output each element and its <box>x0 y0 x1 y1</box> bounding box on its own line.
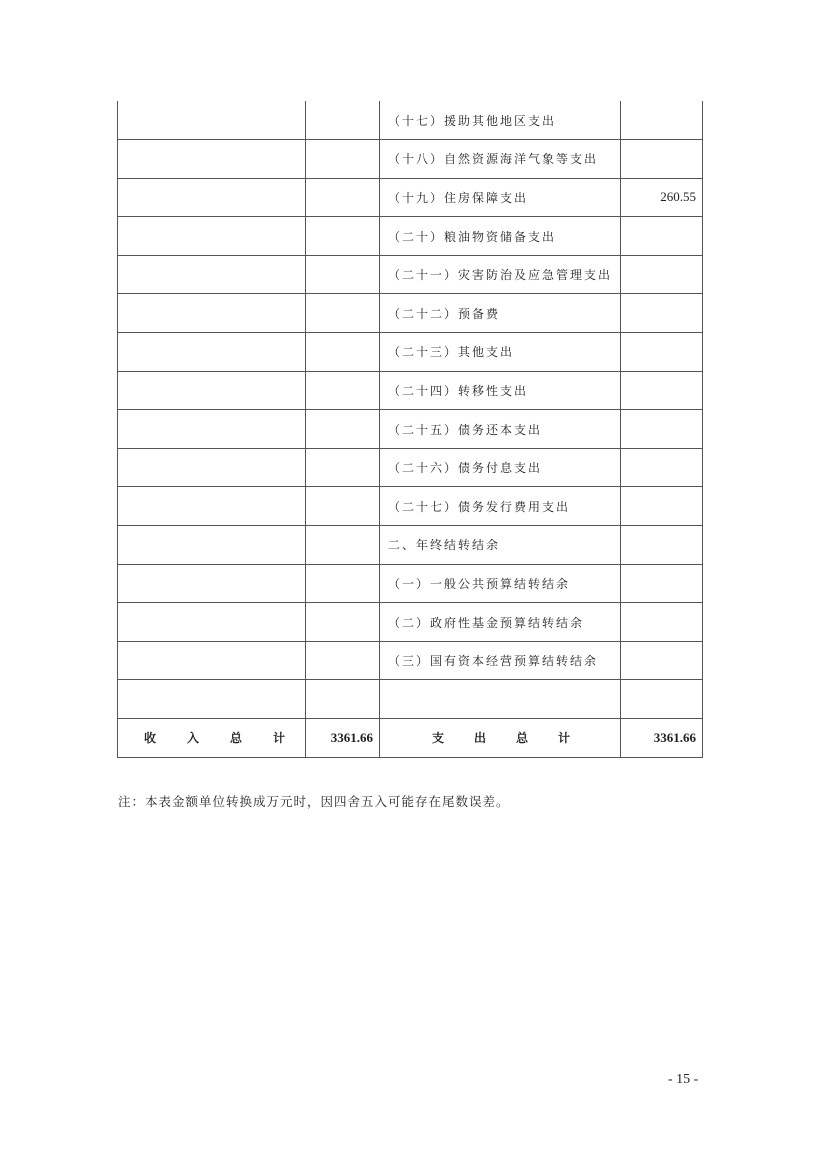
income-item-cell <box>118 333 306 372</box>
table-row <box>118 448 703 487</box>
expense-item-cell <box>380 217 621 256</box>
income-item-cell <box>118 140 306 179</box>
income-amount-cell <box>306 178 380 217</box>
expense-amount-cell <box>621 217 703 256</box>
income-item-cell <box>118 564 306 603</box>
expense-item-cell <box>380 140 621 179</box>
expense-item-cell <box>380 255 621 294</box>
expense-item-text: （一）一般公共预算结转结余 <box>388 576 571 591</box>
expense-item-text: （十八）自然资源海洋气象等支出 <box>388 152 599 167</box>
income-amount-cell <box>306 641 380 680</box>
expense-item-cell <box>380 294 621 333</box>
expense-amount-cell <box>621 680 703 719</box>
expense-total-char: 计 <box>557 731 570 746</box>
income-item-cell <box>118 641 306 680</box>
expense-item-text: （二十五）债务还本支出 <box>388 422 543 437</box>
income-item-cell <box>118 680 306 719</box>
expense-amount-cell <box>621 294 703 333</box>
income-amount-cell <box>306 487 380 526</box>
expense-total-label <box>380 719 621 758</box>
income-total-char: 收 <box>144 731 157 746</box>
income-amount-cell <box>306 140 380 179</box>
table-row <box>118 371 703 410</box>
income-item-cell <box>118 371 306 410</box>
expense-total-char: 支 <box>432 731 445 746</box>
income-item-cell <box>118 448 306 487</box>
income-amount-cell <box>306 448 380 487</box>
expense-item-text: （二十二）预备费 <box>388 306 501 321</box>
income-item-cell <box>118 255 306 294</box>
expense-item-text: （十七）援助其他地区支出 <box>388 113 557 128</box>
total-row <box>118 719 703 758</box>
income-item-cell <box>118 101 306 140</box>
expense-total-value: 3361.66 <box>653 729 696 745</box>
expense-item-text: （二）政府性基金预算结转结余 <box>388 615 585 630</box>
income-amount-cell <box>306 526 380 565</box>
expense-amount-cell <box>621 526 703 565</box>
expense-item-cell <box>380 448 621 487</box>
expense-amount-cell <box>621 487 703 526</box>
expense-total-char: 出 <box>473 731 486 746</box>
expense-total-amount <box>621 719 703 758</box>
expense-item-text: （二十一）灾害防治及应急管理支出 <box>388 268 613 283</box>
expense-amount-cell <box>621 140 703 179</box>
income-item-cell <box>118 178 306 217</box>
income-item-cell <box>118 487 306 526</box>
expense-item-cell <box>380 680 621 719</box>
expense-item-cell <box>380 333 621 372</box>
expense-amount-cell <box>621 448 703 487</box>
expense-amount-cell <box>621 603 703 642</box>
expense-item-cell <box>380 487 621 526</box>
expense-item-cell <box>380 178 621 217</box>
income-item-cell <box>118 410 306 449</box>
table-row <box>118 526 703 565</box>
expense-amount-cell <box>621 410 703 449</box>
income-total-char: 总 <box>229 731 242 746</box>
expense-item-text: （二十）粮油物资储备支出 <box>388 229 557 244</box>
income-amount-cell <box>306 603 380 642</box>
expense-amount-cell <box>621 641 703 680</box>
income-amount-cell <box>306 371 380 410</box>
page-number: - 15 - <box>668 1072 699 1087</box>
expense-item-text: （三）国有资本经营预算结转结余 <box>388 654 599 669</box>
expense-item-cell <box>380 410 621 449</box>
table-row <box>118 333 703 372</box>
income-amount-cell <box>306 294 380 333</box>
footnote: 注：本表金额单位转换成万元时，因四舍五入可能存在尾数误差。 <box>118 794 510 809</box>
income-total-char: 入 <box>186 731 199 746</box>
table-row <box>118 294 703 333</box>
table-row <box>118 487 703 526</box>
income-item-cell <box>118 603 306 642</box>
table-row <box>118 140 703 179</box>
income-amount-cell <box>306 680 380 719</box>
expense-item-text: （二十六）债务付息支出 <box>388 461 543 476</box>
expense-amount-cell <box>621 371 703 410</box>
expense-item-cell <box>380 526 621 565</box>
income-amount-cell <box>306 255 380 294</box>
income-amount-cell <box>306 564 380 603</box>
income-amount-cell <box>306 333 380 372</box>
expense-item-text: 二、年终结转结余 <box>388 538 501 553</box>
expense-amount-cell <box>621 333 703 372</box>
table-row <box>118 178 703 217</box>
expense-amount-cell <box>621 101 703 140</box>
table-row <box>118 255 703 294</box>
table-row <box>118 217 703 256</box>
income-total-label <box>118 719 306 758</box>
income-amount-cell <box>306 410 380 449</box>
expense-amount-text: 260.55 <box>660 189 696 205</box>
income-item-cell <box>118 294 306 333</box>
expense-item-text: （十九）住房保障支出 <box>388 190 529 205</box>
expense-item-text: （二十三）其他支出 <box>388 345 515 360</box>
table-row <box>118 641 703 680</box>
expense-item-cell <box>380 101 621 140</box>
expense-amount-cell <box>621 178 703 217</box>
income-item-cell <box>118 526 306 565</box>
table-row <box>118 603 703 642</box>
table-row <box>118 564 703 603</box>
expense-item-cell <box>380 641 621 680</box>
income-total-char: 计 <box>272 731 285 746</box>
income-total-value: 3361.66 <box>330 729 373 745</box>
income-item-cell <box>118 217 306 256</box>
table-row <box>118 410 703 449</box>
expense-amount-cell <box>621 564 703 603</box>
budget-table <box>117 101 703 758</box>
expense-item-text: （二十四）转移性支出 <box>388 383 529 398</box>
income-amount-cell <box>306 101 380 140</box>
table-row <box>118 101 703 140</box>
expense-item-cell <box>380 371 621 410</box>
income-total-amount <box>306 719 380 758</box>
table-body <box>118 101 703 719</box>
expense-amount-cell <box>621 255 703 294</box>
table-row <box>118 680 703 719</box>
expense-total-char: 总 <box>515 731 528 746</box>
income-amount-cell <box>306 217 380 256</box>
expense-item-cell <box>380 603 621 642</box>
expense-item-text: （二十七）债务发行费用支出 <box>388 499 571 514</box>
expense-item-cell <box>380 564 621 603</box>
